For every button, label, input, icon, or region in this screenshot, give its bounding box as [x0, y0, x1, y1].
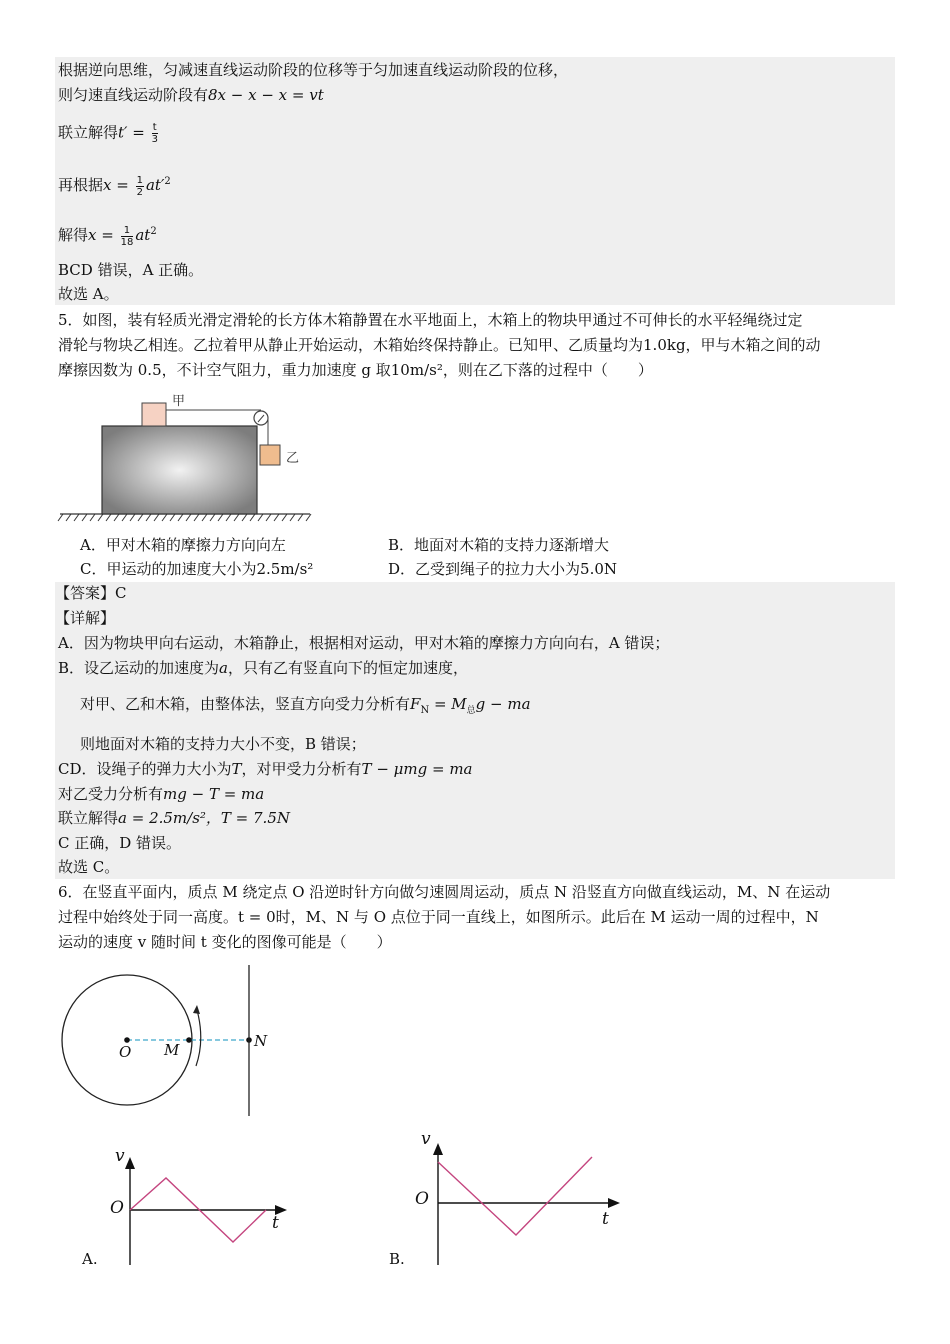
q4-line2-prefix: 则匀速直线运动阶段有 — [58, 86, 209, 104]
label-o: O — [119, 1043, 132, 1061]
q5-detail-a: A．因为物块甲向右运动，木箱静止，根据相对运动，甲对木箱的摩擦力方向向右，A 错误； — [58, 634, 670, 652]
q4-solution-line2 — [58, 85, 324, 105]
label-yi: 乙 — [286, 451, 300, 466]
q4-line3-lhs: t′ = — [118, 123, 145, 142]
block-yi — [260, 445, 280, 465]
graph-b-v-label: v — [421, 1129, 431, 1149]
q5-stem-line1: 5．如图，装有轻质光滑定滑轮的长方体木箱静置在水平地面上，木箱上的物块甲通过不可伸长的水平轻绳绕过定 — [58, 311, 803, 329]
q5-option-b[interactable]: B．地面对木箱的支持力逐渐增大 — [388, 536, 610, 554]
counterclockwise-arrow — [196, 1010, 201, 1066]
fraction: $\frac{1}{2}$ — [136, 174, 143, 198]
q4-solution-line5: 解得x = $\frac{1}{18}$ $at^2$ — [58, 224, 157, 248]
q5-detail-b2: 对甲、乙和木箱，由整体法，竖直方向受力分析有$F_N = M_总g$ − ma — [80, 695, 531, 716]
q5-option-d[interactable]: D．乙受到绳子的拉力大小为5.0N — [388, 560, 618, 578]
q4-solution-line7: 故选 A。 — [58, 285, 119, 303]
q5-detail-cd2: 对乙受力分析有mg − T = ma — [58, 785, 265, 803]
q4-solution-line1: 根据逆向思维，匀减速直线运动阶段的位移等于匀加速直线运动阶段的位移， — [58, 61, 569, 79]
q5-detail-cd4: C 正确，D 错误。 — [58, 834, 182, 852]
label-n: N — [254, 1032, 268, 1050]
q4-line4-lhs: x = — [103, 176, 129, 194]
q5-detail-label: 【详解】 — [55, 609, 116, 627]
graph-a-v-label: v — [115, 1146, 125, 1166]
label-m: M — [164, 1041, 180, 1059]
point-o — [124, 1037, 130, 1043]
q6-stem-line2: 过程中始终处于同一高度。t = 0时，M、N 与 O 点位于同一直线上，如图所示。此后在 M 运动一周的过程中，N — [58, 908, 819, 926]
q5-detail-cd3: 联立解得a = 2.5m/s²，T = 7.5N — [58, 809, 290, 827]
q5-answer: 【答案】C — [55, 584, 127, 602]
q4-line4-prefix: 再根据 — [58, 176, 104, 194]
q4-solution-line6: BCD 错误，A 正确。 — [58, 261, 204, 279]
q5-detail-cd1: CD．设绳子的弹力大小为T，对甲受力分析有T − μmg = ma — [58, 760, 473, 778]
graph-a-option-label[interactable]: A. — [82, 1250, 98, 1268]
q4-line3-prefix: 联立解得 — [58, 123, 119, 142]
q6-stem-line3: 运动的速度 v 随时间 t 变化的图像可能是（ ） — [58, 933, 392, 951]
v-t-line-b — [438, 1157, 592, 1235]
fraction: $\frac{t}{3}$ — [151, 122, 158, 145]
q5-option-a[interactable]: A．甲对木箱的摩擦力方向向左 — [80, 536, 286, 554]
block-jia — [142, 403, 166, 426]
q4-solution-line3 — [58, 122, 160, 145]
q6-stem-line1: 6．在竖直平面内，质点 M 绕定点 O 沿逆时针方向做匀速圆周运动，质点 N 沿竖直方向做直线运动，M、N 在运动 — [58, 883, 831, 901]
graph-b-origin: O — [415, 1189, 429, 1209]
graph-b-t-label: t — [602, 1209, 609, 1229]
q4-line5-lhs: x = — [88, 226, 114, 244]
q5-stem-line3: 摩擦因数为 0.5，不计空气阻力，重力加速度 g 取10m/s²，则在乙下落的过程中（ ） — [58, 361, 653, 379]
point-m — [186, 1037, 192, 1043]
graph-a-origin: O — [110, 1198, 124, 1218]
q5-detail-b3: 则地面对木箱的支持力大小不变，B 错误； — [80, 735, 366, 753]
q5-stem-line2: 滑轮与物块乙相连。乙拉着甲从静止开始运动，木箱始终保持静止。已知甲、乙质量均为1.0kg，甲与木箱之间的动 — [58, 336, 821, 354]
label-jia: 甲 — [172, 394, 186, 409]
q5-option-c[interactable]: C．甲运动的加速度大小为2.5m/s² — [80, 560, 314, 578]
graph-a-t-label: t — [272, 1213, 279, 1233]
q5-detail-b1: B．设乙运动的加速度为a，只有乙有竖直向下的恒定加速度， — [58, 659, 468, 677]
graph-b-option-label[interactable]: B. — [389, 1250, 405, 1268]
q4-line5-prefix: 解得 — [58, 226, 89, 244]
wooden-box — [102, 426, 257, 514]
q4-line2-math: 8x − x − x = vt — [208, 86, 324, 104]
q5-detail-cd5: 故选 C。 — [58, 858, 120, 876]
q4-solution-line4: 再根据x = $\frac{1}{2}$ $at'^2$ — [58, 174, 171, 198]
fraction: $\frac{1}{18}$ — [120, 224, 134, 248]
